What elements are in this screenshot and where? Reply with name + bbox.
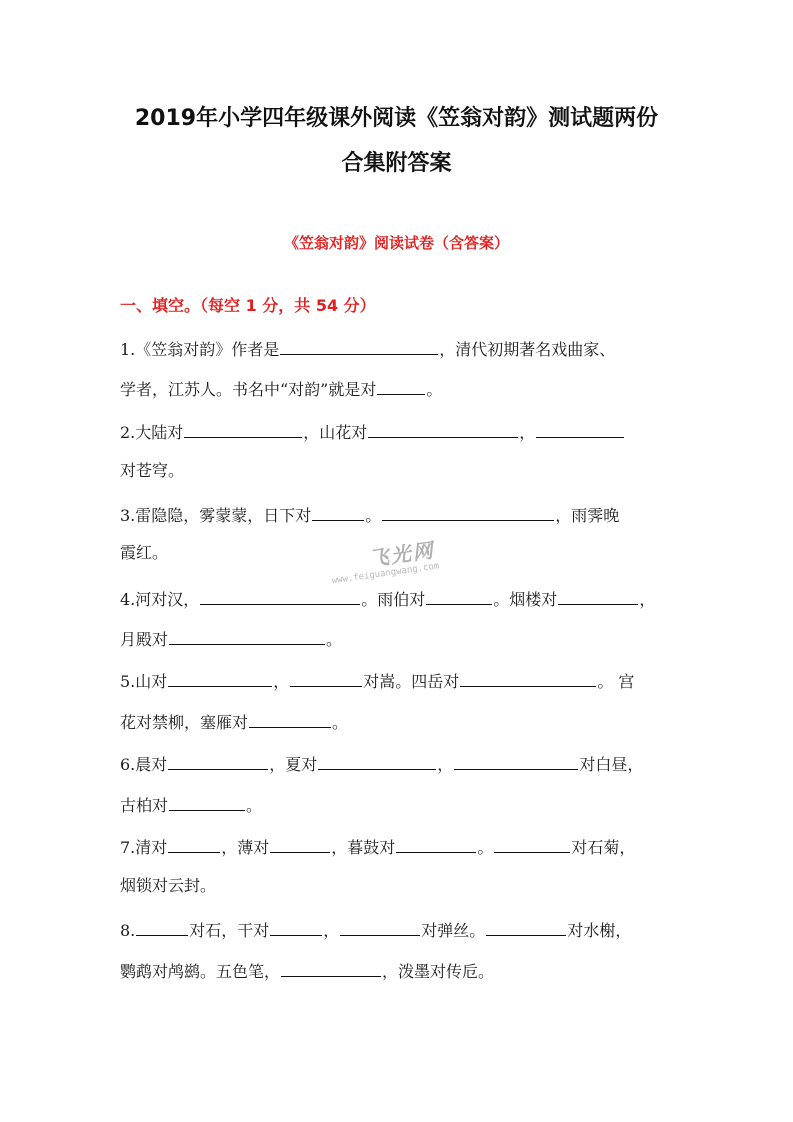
answer-blank[interactable]	[426, 588, 492, 605]
question-text: 对苍穹。	[120, 461, 185, 480]
question-text: ，泼墨对传卮。	[382, 962, 495, 981]
question-8-line-2	[120, 960, 494, 982]
question-7-line-1	[120, 836, 635, 858]
question-text: 。雨伯对	[361, 590, 426, 609]
question-text: 对石菊，	[571, 838, 636, 857]
document-title-line-1: 2019年小学四年级课外阅读《笠翁对韵》测试题两份	[134, 106, 659, 131]
answer-blank[interactable]	[494, 836, 570, 853]
question-7-line-2	[120, 876, 216, 896]
question-text: 对白昼，	[579, 755, 644, 774]
question-1-line-1	[120, 338, 615, 360]
question-text: ，薄对	[221, 838, 270, 857]
question-5-line-2	[120, 711, 348, 733]
question-text: ，	[639, 590, 656, 609]
answer-blank[interactable]	[396, 836, 476, 853]
exam-subtitle: 《笠翁对韵》阅读试卷（含答案）	[283, 234, 509, 252]
question-text: ，	[323, 921, 340, 940]
question-text: 。	[326, 630, 343, 649]
answer-blank[interactable]	[249, 711, 331, 728]
answer-blank[interactable]	[454, 753, 578, 770]
answer-blank[interactable]	[200, 588, 360, 605]
question-3-line-1	[120, 504, 619, 526]
answer-blank[interactable]	[136, 919, 188, 936]
question-text: 6.晨对	[120, 755, 168, 774]
question-text: 2.大陆对	[120, 423, 184, 442]
question-text: ，清代初期著名戏曲家、	[439, 340, 616, 359]
question-text: 鹦鹉对鸬鹚。五色笔，	[120, 962, 281, 981]
answer-blank[interactable]	[558, 588, 638, 605]
question-text: 花对禁柳，塞雁对	[120, 713, 249, 732]
question-text: 月殿对	[120, 630, 169, 649]
answer-blank[interactable]	[486, 919, 566, 936]
question-text: ，暮鼓对	[331, 838, 396, 857]
question-text: ，夏对	[269, 755, 318, 774]
question-text: ，山花对	[303, 423, 368, 442]
answer-blank[interactable]	[270, 836, 330, 853]
answer-blank[interactable]	[184, 421, 302, 438]
question-1-line-2	[120, 378, 442, 400]
answer-blank[interactable]	[382, 504, 554, 521]
answer-blank[interactable]	[290, 670, 362, 687]
question-5-line-1	[120, 670, 634, 692]
question-text: 4.河对汉，	[120, 590, 200, 609]
answer-blank[interactable]	[168, 836, 220, 853]
answer-blank[interactable]	[340, 919, 420, 936]
watermark-url: www.feiguangwang.com	[331, 561, 440, 587]
answer-blank[interactable]	[377, 378, 425, 395]
question-text: 7.清对	[120, 838, 168, 857]
question-3-line-2	[120, 543, 168, 563]
answer-blank[interactable]	[270, 919, 322, 936]
question-text: 古柏对	[120, 796, 169, 815]
question-text: 对水榭，	[567, 921, 632, 940]
question-text: ，雨霁晚	[555, 506, 620, 525]
answer-blank[interactable]	[460, 670, 596, 687]
question-2-line-2	[120, 461, 184, 481]
question-4-line-2	[120, 628, 342, 650]
answer-blank[interactable]	[536, 421, 624, 438]
question-text: 。	[477, 838, 494, 857]
answer-blank[interactable]	[312, 504, 364, 521]
question-text: 。烟楼对	[493, 590, 558, 609]
question-text: 。 宫	[597, 672, 635, 691]
question-text: 学者，江苏人。书名中“对韵”就是对	[120, 380, 377, 399]
answer-blank[interactable]	[168, 753, 268, 770]
question-text: 。	[332, 713, 349, 732]
question-text: 对嵩。四岳对	[363, 672, 460, 691]
section-heading: 一、填空。（每空 1 分，共 54 分）	[120, 296, 376, 315]
question-text: 。	[246, 796, 263, 815]
question-text: 3.雷隐隐，雾蒙蒙，日下对	[120, 506, 312, 525]
question-6-line-2	[120, 794, 262, 816]
question-text: 8.	[120, 921, 136, 940]
question-2-line-1	[120, 421, 625, 443]
question-text: ，	[519, 423, 536, 442]
question-text: 霞红。	[120, 543, 169, 562]
question-6-line-1	[120, 753, 643, 775]
question-text: 。	[365, 506, 382, 525]
question-text: 对石，干对	[189, 921, 270, 940]
question-text: ，	[437, 755, 454, 774]
answer-blank[interactable]	[169, 794, 245, 811]
answer-blank[interactable]	[318, 753, 436, 770]
watermark-logo: 飞光网	[367, 537, 437, 571]
question-text: ，	[273, 672, 290, 691]
question-text: 1.《笠翁对韵》作者是	[120, 340, 280, 359]
document-title-line-2: 合集附答案	[341, 151, 452, 176]
answer-blank[interactable]	[169, 628, 325, 645]
answer-blank[interactable]	[280, 338, 438, 355]
question-text: 5.山对	[120, 672, 168, 691]
question-text: 。	[426, 380, 443, 399]
answer-blank[interactable]	[281, 960, 381, 977]
question-8-line-1	[120, 919, 631, 941]
question-4-line-1	[120, 588, 655, 610]
answer-blank[interactable]	[368, 421, 518, 438]
question-text: 烟锁对云封。	[120, 876, 217, 895]
question-text: 对弹丝。	[421, 921, 486, 940]
answer-blank[interactable]	[168, 670, 272, 687]
